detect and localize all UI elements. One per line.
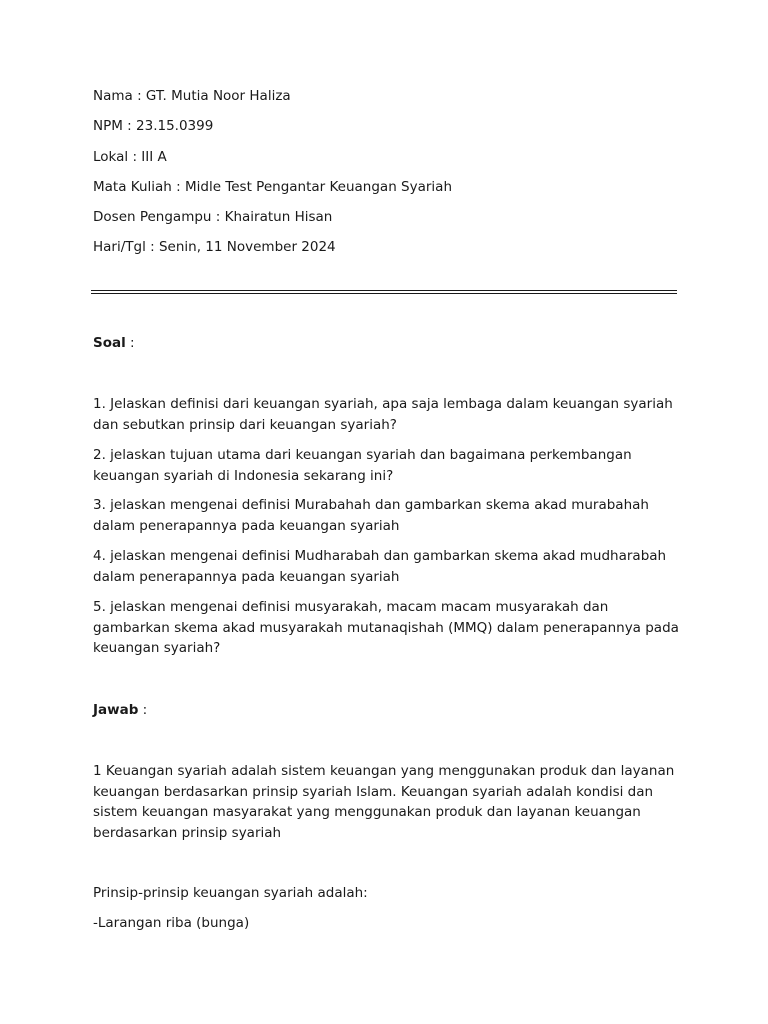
question-4 — [93, 546, 683, 587]
principle-text: -Larangan riba (bunga) — [93, 915, 250, 931]
student-npm: NPM : 23.15.0399 — [93, 118, 214, 135]
course-name: Mata Kuliah : Midle Test Pengantar Keuangan Syariah — [93, 178, 453, 195]
principles-intro — [93, 883, 683, 904]
answer-text: 1 Keuangan syariah adalah sistem keuangan yang menggunakan produk dan layanan keuangan berdasarkan prinsip syariah Islam. Keuangan syariah adalah kondisi dan sistem keuangan masyarakat yang menggunakan produk dan layanan keuangan berdasarkan prinsip syariah — [93, 763, 675, 841]
question-5 — [93, 597, 683, 659]
question-2 — [93, 445, 683, 486]
soal-label: Soal — [93, 335, 126, 351]
jawab-label: Jawab — [93, 702, 139, 718]
question-3 — [93, 495, 683, 536]
student-class: Lokal : III A — [93, 148, 167, 165]
student-info — [93, 86, 683, 268]
answer-1 — [93, 761, 683, 843]
question-text: 4. jelaskan mengenai definisi Mudharabah dan gambarkan skema akad mudharabah dalam penerapannya pada keuangan syariah — [93, 548, 667, 585]
lecturer-name: Dosen Pengampu : Khairatun Hisan — [93, 209, 333, 226]
soal-heading — [93, 333, 683, 354]
question-text: 2. jelaskan tujuan utama dari keuangan syariah dan bagaimana perkembangan keuangan syariah di Indonesia sekarang ini? — [93, 447, 632, 484]
question-text: 1. Jelaskan definisi dari keuangan syariah, apa saja lembaga dalam keuangan syariah dan sebutkan prinsip dari keuangan syariah? — [93, 396, 673, 433]
question-1 — [93, 394, 683, 435]
question-text: 3. jelaskan mengenai definisi Murabahah dan gambarkan skema akad murabahah dalam penerapannya pada keuangan syariah — [93, 497, 649, 534]
soal-colon: : — [125, 335, 135, 351]
principle-item — [93, 913, 683, 934]
question-text: 5. jelaskan mengenai definisi musyarakah, macam macam musyarakah dan gambarkan skema akad musyarakah mutanaqishah (MMQ) dalam penerapannya pada keuangan syariah? — [93, 599, 679, 656]
double-divider — [91, 290, 677, 294]
exam-date: Hari/Tgl : Senin, 11 November 2024 — [93, 239, 336, 256]
student-name: Nama : GT. Mutia Noor Haliza — [93, 88, 291, 104]
jawab-heading — [93, 700, 683, 721]
jawab-colon: : — [138, 702, 148, 718]
principles-intro-text: Prinsip-prinsip keuangan syariah adalah: — [93, 885, 368, 901]
